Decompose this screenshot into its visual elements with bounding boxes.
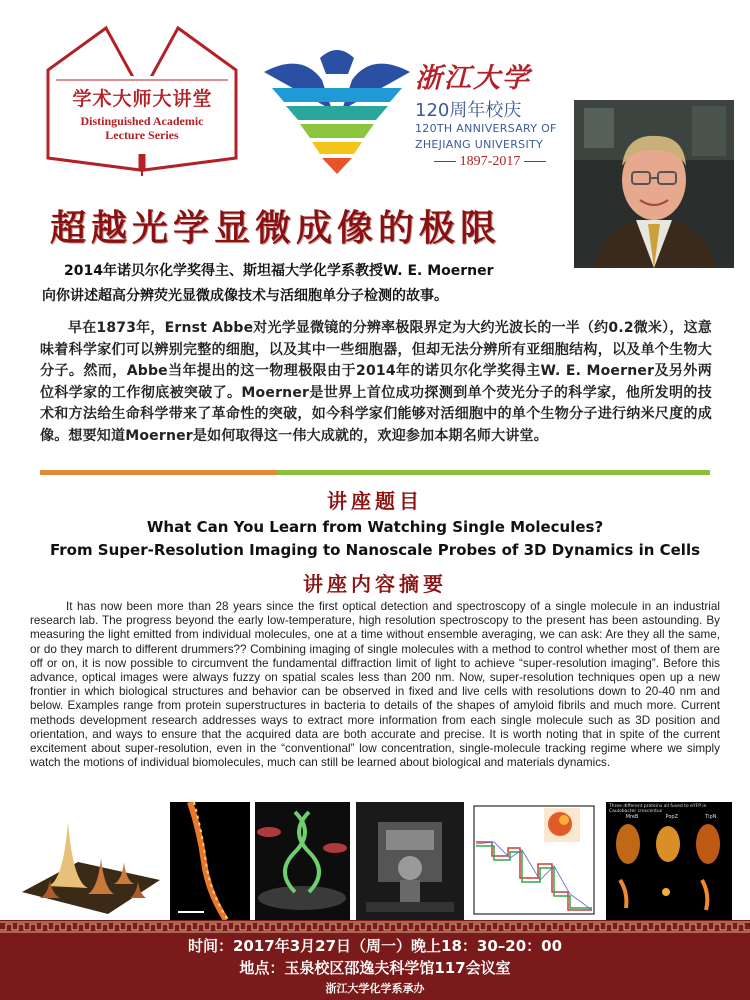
divider-green bbox=[278, 470, 710, 475]
microscope-setup-image bbox=[356, 802, 464, 920]
panel-label-mreb: MreB bbox=[625, 814, 639, 820]
3d-fluorescence-peaks-image bbox=[18, 802, 164, 920]
anniversary-years bbox=[415, 154, 565, 170]
zju-anniversary-emblem bbox=[262, 40, 412, 175]
panel-title: Three different proteins all fused to eYFP in Caulobacter crescentus bbox=[609, 804, 707, 814]
lecture-series-title-en-line1: Distinguished Academic bbox=[80, 114, 204, 128]
single-molecule-trace-plot-image bbox=[468, 802, 600, 920]
anniversary-years-text: 1897-2017 bbox=[459, 154, 521, 169]
panel-label-popz: PopZ bbox=[665, 814, 679, 820]
panel-label-tipn: TipN bbox=[705, 814, 717, 820]
intro-line-2: 向你讲述超高分辨荧光显微成像技术与活细胞单分子检测的故事。 bbox=[42, 288, 448, 304]
lecture-time: 时间：2017年3月27日（周一）晚上18：30–20：00 bbox=[187, 937, 563, 955]
anniversary-title-en-line1: 120TH ANNIVERSARY OF bbox=[415, 122, 557, 135]
lecture-place: 地点：玉泉校区邵逸夫科学馆117会议室 bbox=[239, 959, 511, 977]
intro-line-1: 2014年诺贝尔化学奖得主、斯坦福大学化学系教授W. E. Moerner bbox=[64, 263, 494, 279]
divider-orange bbox=[40, 470, 278, 475]
topic-title-line2: From Super-Resolution Imaging to Nanoscale Probes of 3D Dynamics in Cells bbox=[49, 541, 701, 559]
fluorescent-fibril-image bbox=[170, 802, 250, 920]
anniversary-title-cn: 120周年校庆 bbox=[415, 100, 522, 121]
anniversary-title-en-line2: ZHEJIANG UNIVERSITY bbox=[415, 138, 544, 151]
lecture-series-title-cn: 学术大师大讲堂 bbox=[72, 88, 213, 110]
lecture-series-title-en-line2: Lecture Series bbox=[105, 128, 179, 142]
abstract-text: It has now been more than 28 years since the first optical detection and spectroscopy of a single molecule in an industrial research lab. The progress beyond the early low-temperature, high resolution spectroscopy to the present has been astounding. By measuring the light emitted from individual molecules, one at a time without ensemble averaging, we can ask: Are they all the same, or do they march to different drummers?? Combining imaging of single molecules with a method to control whether most of them are off or on, it is now possible to circumvent the fundamental diffraction limit of light to achieve “super-resolution imaging”. Before this advance, optical images were always fuzzy on spatial scales less than 200 nm. Now, super-resolution techniques open up a new frontier in which biological structures and behavior can be observed in fixed and live cells with resolutions down to 20-40 nm and below. Examples range from protein superstructures in bacteria to details of the shapes of amyloid fibrils and much more. Current methods development research addresses ways to extract more information from each single molecule such as 3D position and orientation, and ways to ensure that the acquired data are both accurate and precise. It is worth noting that in spite of the current excitement about super-resolution, even in the “conventional” low concentration, single-molecule tracking regime where we simply watch the motions of individual biomolecules, much can still be learned about biological and materials dynamics. bbox=[30, 600, 720, 770]
background-paragraph: 早在1873年，Ernst Abbe对光学显微镜的分辨率极限界定为大约光波长的一半（约0.2微米），这意味着科学家们可以辨别完整的细胞，以及其中一些细胞器，但却无法分辨所有亚细胞结构，以及单个生物大分子。然而，Abbe当年提出的这一物理极限由于2014年的诺贝尔化学奖得主W. E. Moerner及另外两位科学家的工作彻底被突破了。Moerner是世界上首位成功探测到单个荧光分子的科学家，他所发明的技术和方法给生命科学带来了革命性的突破，如今科学家们能够对活细胞中的单个生物分子进行纳米尺度的成像。想要知道Moerner是如何取得这一伟大成就的，欢迎参加本期名师大讲堂。 bbox=[40, 320, 712, 444]
topic-title-line1: What Can You Learn from Watching Single Molecules? bbox=[146, 518, 604, 536]
university-name: 浙江大学 bbox=[415, 63, 531, 94]
lecture-host: 浙江大学化学系承办 bbox=[325, 982, 425, 995]
speaker-portrait bbox=[574, 100, 734, 268]
double-helix-psf-image bbox=[255, 802, 350, 920]
super-resolution-panels-image bbox=[606, 802, 732, 920]
abstract-heading: 讲座内容摘要 bbox=[303, 572, 447, 596]
footer-fret-border bbox=[0, 920, 750, 934]
lecture-main-title: 超越光学显微成像的极限 bbox=[50, 207, 502, 249]
topic-heading: 讲座题目 bbox=[327, 489, 423, 513]
super-resolution-panels-graphic bbox=[606, 822, 732, 918]
